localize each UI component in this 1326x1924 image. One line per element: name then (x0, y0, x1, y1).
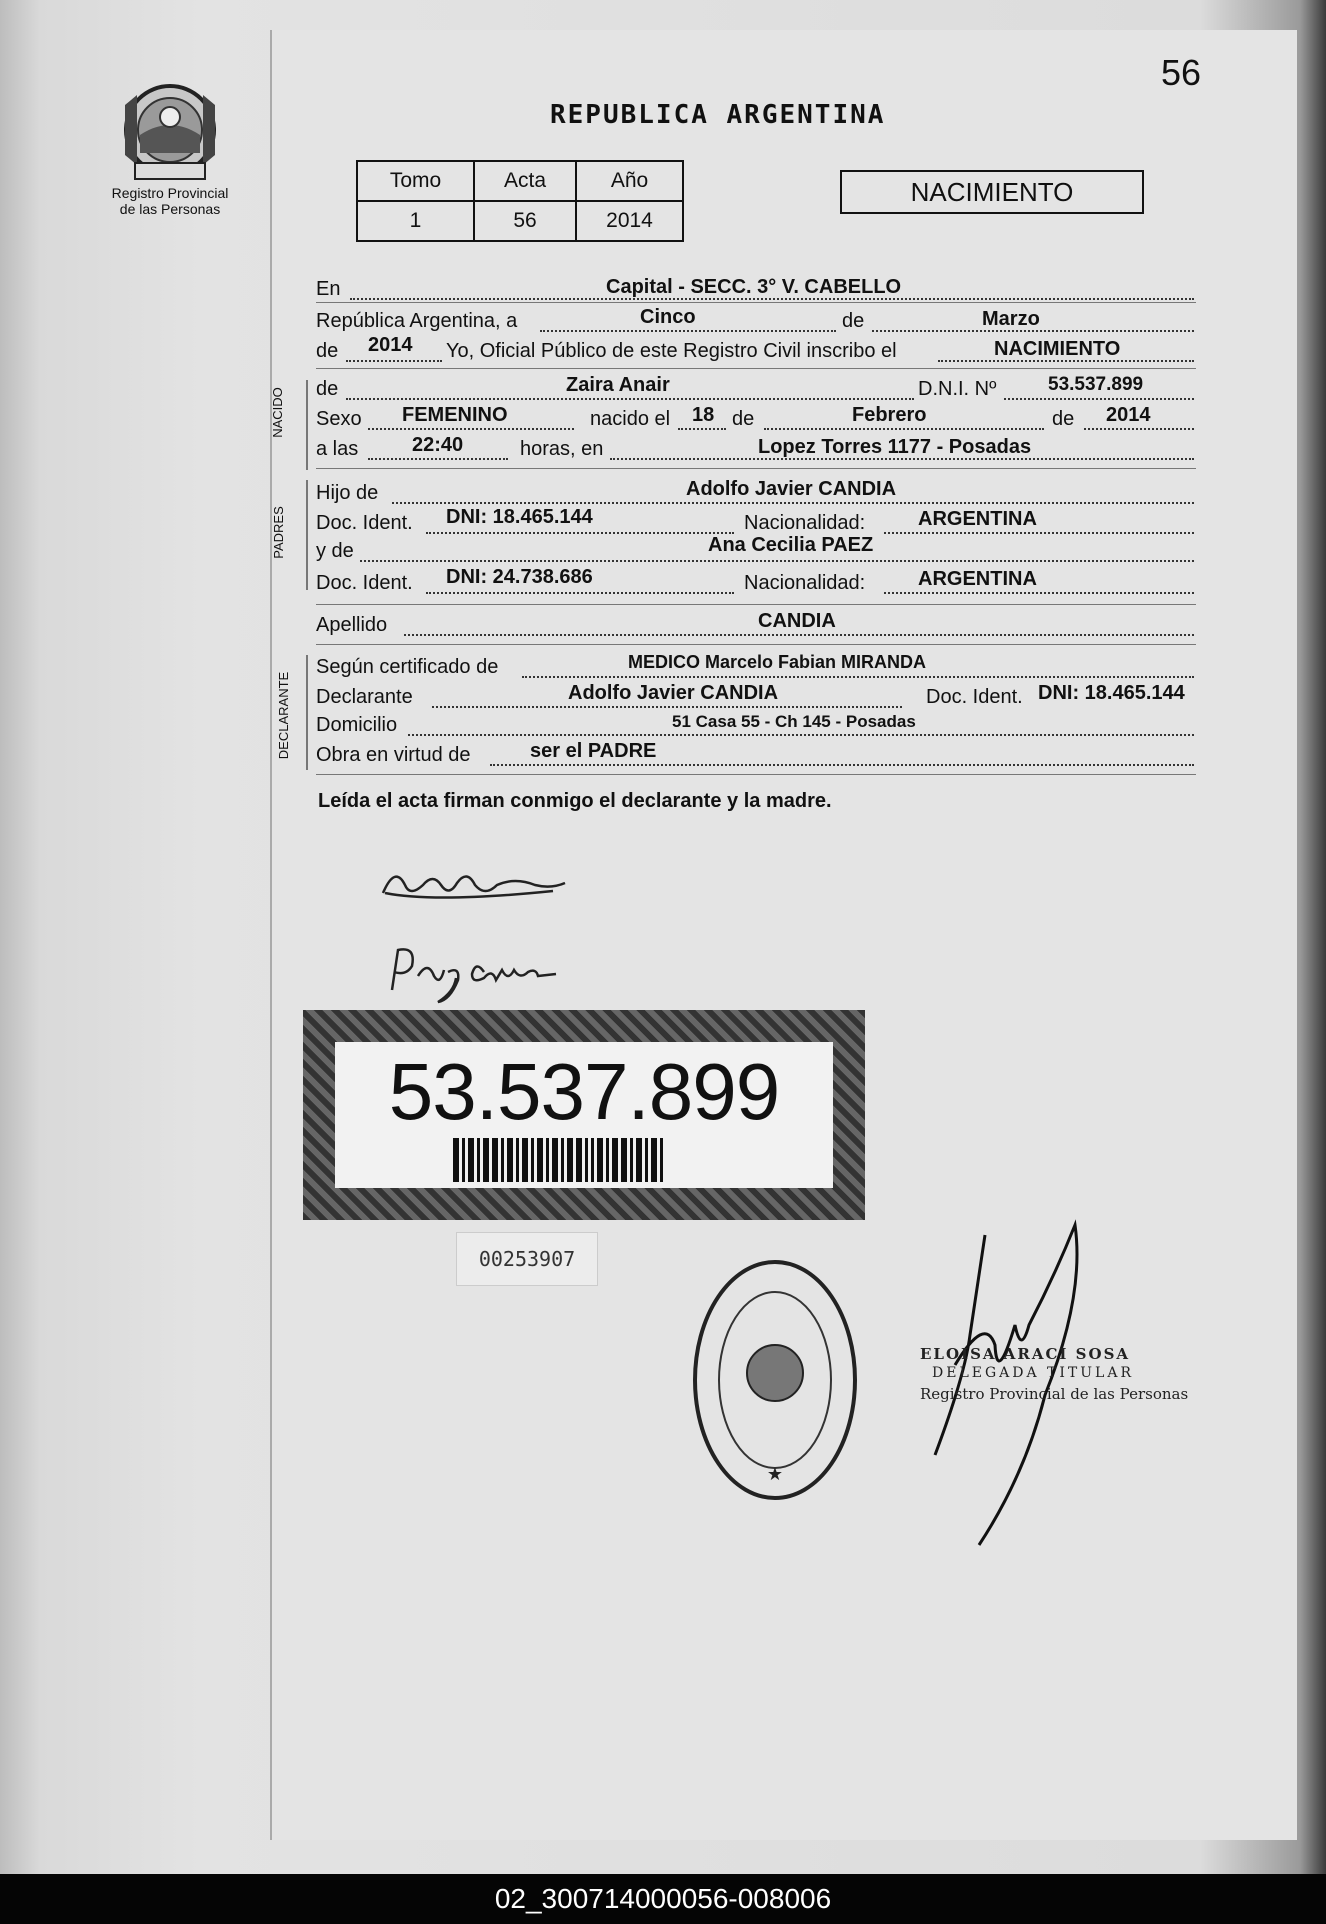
dni-label: D.N.I. Nº (918, 378, 997, 400)
official-office: Registro Provincial de las Personas (920, 1385, 1189, 1403)
yde-label: y de (316, 540, 354, 562)
de-year-label: de (316, 340, 339, 362)
nac-label: Nacionalidad: (744, 512, 866, 534)
value-anio: 2014 (576, 201, 683, 241)
sticker-number: 53.537.899 (388, 1047, 780, 1136)
file-id-bar: 02_300714000056-008006 (0, 1874, 1326, 1924)
official-name: ELOISA ARACI SOSA (920, 1345, 1131, 1363)
de-label: de (842, 310, 865, 332)
segun-label: Según certificado de (316, 656, 499, 678)
side-label-nacido: NACIDO (269, 387, 285, 438)
side-label-declarante: DECLARANTE (276, 671, 292, 760)
record-type: NACIMIENTO (840, 170, 1144, 214)
mother-signature-icon (388, 940, 568, 1010)
row-hora (316, 434, 1196, 466)
nacido-label: nacido el (590, 408, 671, 430)
day-value: Cinco (640, 306, 696, 328)
sexo-label: Sexo (316, 408, 362, 430)
registry-table (356, 160, 684, 242)
inscribe-value: NACIMIENTO (994, 338, 1121, 360)
de2-label: de (732, 408, 755, 430)
row-fecha (316, 306, 1196, 338)
declarant-signature-icon (375, 855, 575, 915)
de3-label: de (1052, 408, 1075, 430)
barcode (453, 1138, 715, 1182)
row-anio (316, 334, 1196, 368)
birth-year: 2014 (1106, 404, 1151, 426)
domicilio-value: 51 Casa 55 - Ch 145 - Posadas (672, 712, 916, 731)
page-number: 56 (1160, 52, 1201, 93)
divider-padres (306, 480, 308, 590)
obra-value: ser el PADRE (530, 740, 657, 762)
row-apellido (316, 610, 1196, 642)
row-segun (316, 652, 1196, 684)
year-value: 2014 (368, 334, 413, 356)
svg-text:★: ★ (766, 1464, 784, 1484)
row-declarante (316, 682, 1196, 714)
birth-day: 18 (692, 404, 715, 426)
father-nat: ARGENTINA (918, 508, 1037, 530)
apellido-value: CANDIA (758, 610, 836, 632)
name-label: de (316, 378, 339, 400)
declarante-value: Adolfo Javier CANDIA (568, 682, 779, 704)
hora-value: 22:40 (412, 434, 464, 456)
registry-seal-icon (690, 1255, 860, 1505)
row-domicilio (316, 714, 1196, 742)
father-doc: DNI: 18.465.144 (446, 506, 593, 528)
mother-doc: DNI: 24.738.686 (446, 566, 593, 588)
registry-value-row (357, 201, 683, 241)
declarante-label: Declarante (316, 686, 413, 708)
value-acta: 56 (474, 201, 576, 241)
domicilio-label: Domicilio (316, 714, 398, 736)
row-obra (316, 740, 1196, 772)
father-value: Adolfo Javier CANDIA (686, 478, 897, 500)
sexo-value: FEMENINO (402, 404, 508, 426)
logo-caption-line1: Registro Provincial (111, 185, 229, 201)
nac2-label: Nacionalidad: (744, 572, 866, 594)
province-logo (105, 75, 235, 217)
doc-label: Doc. Ident. (316, 512, 413, 534)
birth-month: Febrero (852, 404, 927, 426)
header-acta: Acta (474, 161, 576, 201)
official-role: DELEGADA TITULAR (932, 1365, 1134, 1381)
mother-value: Ana Cecilia PAEZ (708, 534, 874, 556)
lugar-value: Lopez Torres 1177 - Posadas (758, 436, 1032, 458)
divider-nacido (306, 380, 308, 470)
mother-nat: ARGENTINA (918, 568, 1037, 590)
month-value: Marzo (982, 308, 1040, 330)
logo-caption-line2: de las Personas (119, 201, 221, 217)
official-text: Yo, Oficial Público de este Registro Civil inscribo el (446, 340, 897, 362)
row-sexo (316, 404, 1196, 436)
divider-declarante (306, 655, 308, 770)
closing-statement: Leída el acta firman conmigo el declarante y la madre. (318, 790, 832, 812)
name-value: Zaira Anair (566, 374, 670, 396)
apellido-label: Apellido (316, 614, 388, 636)
misiones-emblem-icon (115, 75, 225, 185)
row-nombre (316, 374, 1196, 406)
obra-label: Obra en virtud de (316, 744, 471, 766)
header-tomo: Tomo (357, 161, 474, 201)
registry-header-row (357, 161, 683, 201)
hijo-label: Hijo de (316, 482, 379, 504)
doc2-label: Doc. Ident. (316, 572, 413, 594)
doc3-label: Doc. Ident. (926, 686, 1023, 708)
control-number: 00253907 (456, 1232, 598, 1286)
segun-value: MEDICO Marcelo Fabian MIRANDA (628, 652, 927, 672)
header-anio: Año (576, 161, 683, 201)
value-tomo: 1 (357, 201, 474, 241)
hora-label: a las (316, 438, 359, 460)
en-label: En (316, 278, 341, 300)
horas-label: horas, en (520, 438, 604, 460)
row-madre-doc (316, 566, 1196, 600)
en-value: Capital - SECC. 3° V. CABELLO (606, 276, 902, 298)
dni-value: 53.537.899 (1048, 374, 1144, 395)
document-heading: REPUBLICA ARGENTINA (550, 100, 886, 130)
official-block (920, 1345, 1188, 1403)
side-label-padres: PADRES (270, 506, 286, 559)
republica-label: República Argentina, a (316, 310, 518, 332)
declarante-doc: DNI: 18.465.144 (1038, 682, 1185, 704)
dni-sticker (303, 1010, 865, 1220)
row-madre (316, 534, 1196, 568)
